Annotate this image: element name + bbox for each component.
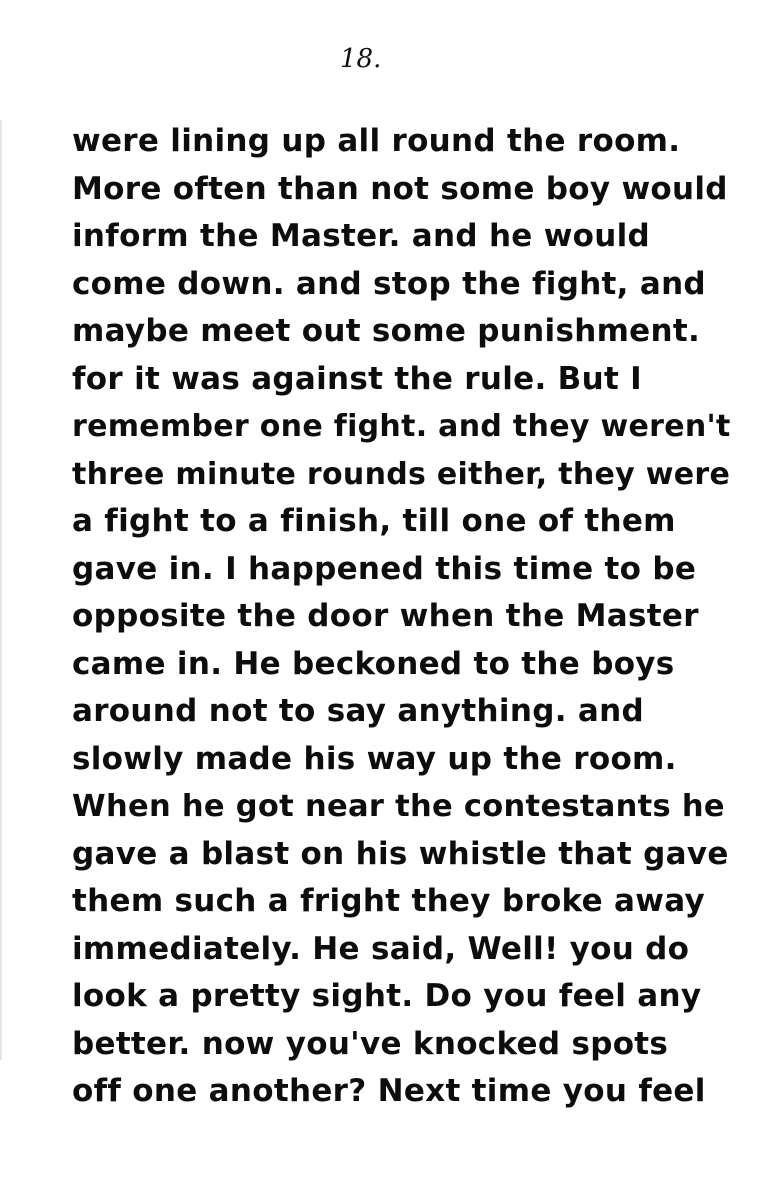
text-line-11: opposite the door when the Master	[72, 598, 699, 634]
text-line-10: gave in. I happened this time to be	[72, 550, 697, 587]
text-line-8: three minute rounds either, they were	[72, 456, 731, 492]
page-edge-shadow	[0, 120, 2, 1060]
text-line-18: immediately. He said, Well! you do	[72, 930, 690, 967]
text-line-6: for it was against the rule. But I	[72, 360, 643, 397]
text-line-5: maybe meet out some punishment.	[72, 313, 701, 349]
handwritten-text-block	[72, 118, 732, 1116]
text-line-13: around not to say anything. and	[72, 693, 644, 729]
text-line-19: look a pretty sight. Do you feel any	[72, 978, 702, 1014]
text-line-20: better. now you've knocked spots	[72, 1025, 669, 1062]
text-line-3: inform the Master. and he would	[72, 218, 651, 254]
page-number: 18.	[340, 44, 382, 74]
text-line-7: remember one fight. and they weren't	[72, 409, 731, 444]
text-line-15: When he got near the contestants he	[72, 789, 725, 824]
text-line-21: off one another? Next time you feel	[72, 1073, 706, 1109]
text-line-12: came in. He beckoned to the boys	[72, 645, 675, 682]
text-line-14: slowly made his way up the room.	[72, 740, 677, 777]
text-line-9: a fight to a finish, till one of them	[72, 503, 676, 539]
text-line-17: them such a fright they broke away	[72, 883, 705, 919]
text-line-2: More often than not some boy would	[72, 170, 728, 207]
text-line-4: come down. and stop the fight, and	[72, 265, 706, 302]
text-line-1: were lining up all round the room.	[72, 123, 681, 159]
text-line-16: gave a blast on his whistle that gave	[72, 835, 729, 872]
